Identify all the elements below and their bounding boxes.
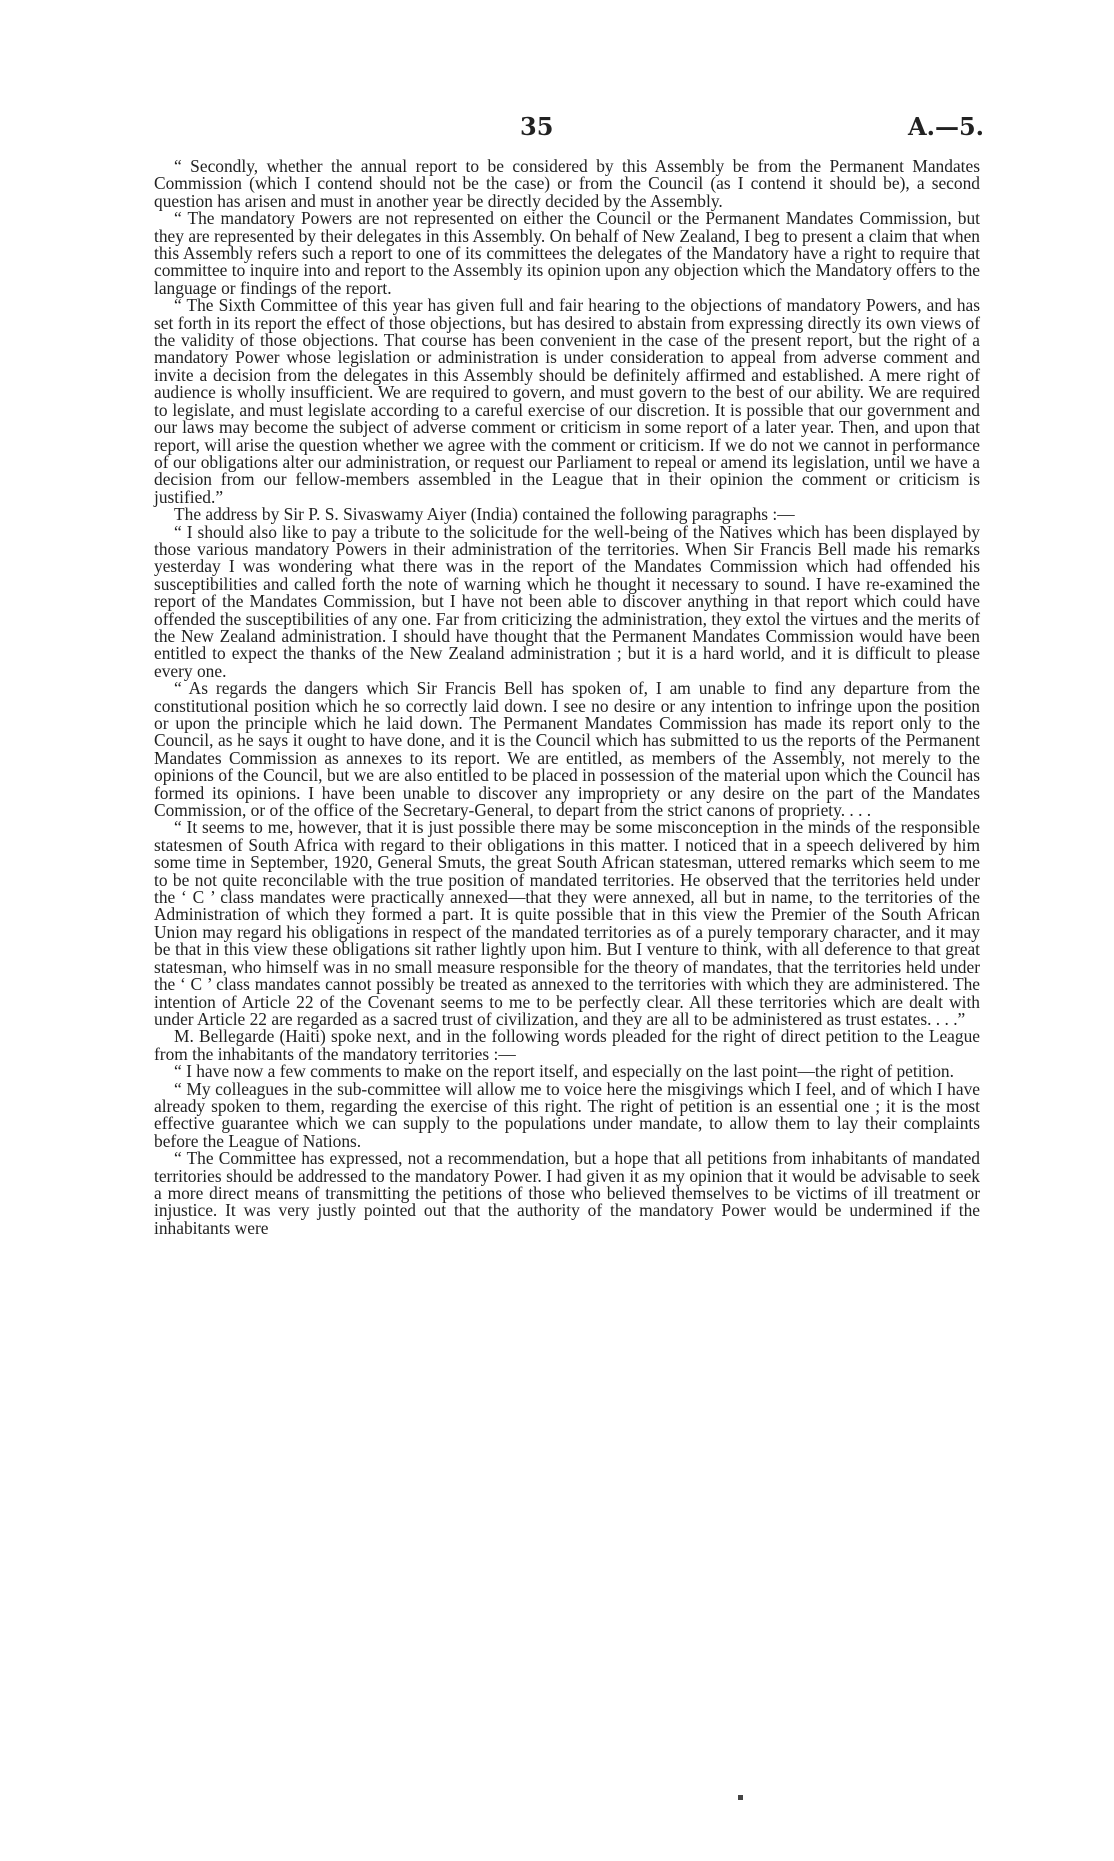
- page-header: [0, 112, 1114, 146]
- body-text: [154, 158, 980, 1237]
- paragraph: The address by Sir P. S. Sivaswamy Aiyer (India) contained the following paragraphs :—: [174, 504, 795, 525]
- document-reference: A.—5.: [907, 112, 984, 141]
- paragraph: “ The mandatory Powers are not represented on either the Council or the Permanent Mandates Commission, but they are represented by their delegates in this Assembly. On behalf of New Zealand, I beg to present a claim that when this Assembly refers such a report to one of its committees the delegates of the Mandatory have a right to require that committee to inquire into and report to the Assembly its opinion upon any objection which the Mandatory offers to the language or findings of the report.: [154, 208, 980, 298]
- paragraph: “ I have now a few comments to make on the report itself, and especially on the last point—the right of petition.: [174, 1061, 954, 1082]
- paragraph: M. Bellegarde (Haiti) spoke next, and in the following words pleaded for the right of direct petition to the League from the inhabitants of the mandatory territories :—: [154, 1026, 980, 1064]
- paragraph: “ It seems to me, however, that it is just possible there may be some misconception in the minds of the responsible statesmen of South Africa with regard to their obligations in this matter. I noticed that in a speech delivered by him some time in September, 1920, General Smuts, the great South African statesman, uttered remarks which seem to me to be not quite reconcilable with the true position of mandated territories. He observed that the territories held under the ‘ C ’ class mandates were practically annexed—that they were annexed, all but in name, to the territories of the Administration of which they formed a part. It is quite possible that in this view the Premier of the South African Union may regard his obligations in respect of the mandated territories as of a purely temporary character, and it may be that in this view these obligations sit rather lightly upon him. But I venture to think, with all deference to that great statesman, who himself was in no small measure responsible for the theory of mandates, that the territories held under the ‘ C ’ class mandates cannot possibly be treated as annexed to the territories with which they are administered. The intention of Article 22 of the Covenant seems to me to be perfectly clear. All these territories which are dealt with under Article 22 are regarded as a sacred trust of civilization, and they are all to be administered as trust estates. . . .”: [154, 817, 980, 1029]
- paragraph: “ As regards the dangers which Sir Francis Bell has spoken of, I am unable to find any departure from the constitutional position which he so correctly laid down. I see no desire or any intention to infringe upon the position or upon the principle which he laid down. The Permanent Mandates Commission has made its report only to the Council, as he says it ought to have done, and it is the Council which has submitted to us the reports of the Permanent Mandates Commission as annexes to its report. We are entitled, as members of the Assembly, not merely to the opinions of the Council, but we are also entitled to be placed in possession of the material upon which the Council has formed its opinions. I have been unable to discover any impropriety or any desire on the part of the Mandates Commission, or of the office of the Secretary-General, to depart from the strict canons of propriety. . . .: [154, 678, 980, 821]
- paragraph: “ Secondly, whether the annual report to be considered by this Assembly be from the Permanent Mandates Commission (which I contend should not be the case) or from the Council (as I contend it should be), a second question has arisen and must in another year be directly decided by the Assembly.: [154, 156, 980, 211]
- paragraph: “ I should also like to pay a tribute to the solicitude for the well-being of the Natives which has been displayed by those various mandatory Powers in their administration of the territories. When Sir Francis Bell made his remarks yesterday I was wondering what there was in the report of the Mandates Commission which had offended his susceptibilities and called forth the note of warning which he thought it necessary to sound. I have re-examined the report of the Mandates Commission, but I have not been able to discover anything in that report which could have offended the susceptibilities of any one. Far from criticizing the administration, they extol the virtues and the merits of the New Zealand administration. I should have thought that the Permanent Mandates Commission would have been entitled to expect the thanks of the New Zealand administration ; but it is a hard world, and it is difficult to please every one.: [154, 521, 980, 681]
- footer-dot-mark: [738, 1795, 743, 1800]
- paragraph: “ My colleagues in the sub-committee will allow me to voice here the misgivings which I feel, and of which I have already spoken to them, regarding the exercise of this right. The right of petition is an essential one ; it is the most effective guarantee which we can supply to the populations under mandate, to allow them to lay their complaints before the League of Nations.: [154, 1078, 980, 1151]
- paragraph: “ The Committee has expressed, not a recommendation, but a hope that all petitions from inhabitants of mandated territories should be addressed to the mandatory Power. I had given it as my opinion that it would be advisable to seek a more direct means of transmitting the petitions of those who believed themselves to be victims of ill treatment or injustice. It was very justly pointed out that the authority of the mandatory Power would be undermined if the inhabitants were: [154, 1148, 980, 1238]
- page-number: 35: [520, 112, 554, 141]
- paragraph: “ The Sixth Committee of this year has given full and fair hearing to the objections of mandatory Powers, and has set forth in its report the effect of those objections, but has desired to abstain from expressing directly its own views of the validity of those objections. That course has been convenient in the case of the present report, but the right of a mandatory Power whose legislation or administration is under consideration to appeal from adverse comment and invite a decision from the delegates in this Assembly should be definitely affirmed and established. A mere right of audience is wholly insufficient. We are required to govern, and must govern to the best of our ability. We are required to legislate, and must legislate according to a careful exercise of our discretion. It is possible that our government and our laws may become the subject of adverse comment or criticism in some report of a later year. Then, and upon that report, will arise the question whether we agree with the comment or criticism. If we do not we cannot in performance of our obligations alter our administration, or request our Parliament to repeal or amend its legislation, until we have a decision from our fellow-members assembled in the League that in their opinion the comment or criticism is justified.”: [154, 295, 980, 507]
